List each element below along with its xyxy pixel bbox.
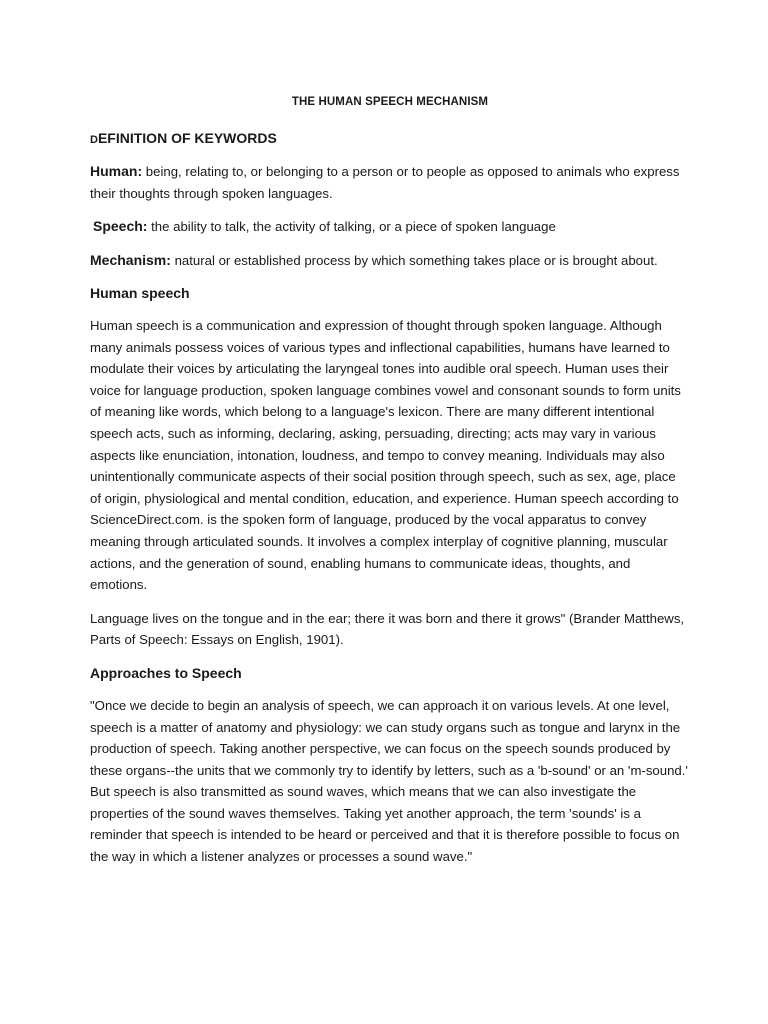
keywords-heading bbox=[90, 128, 690, 150]
definition-term: Human: bbox=[90, 163, 143, 179]
approaches-heading: Approaches to Speech bbox=[90, 664, 242, 681]
keywords-heading-initial: D bbox=[90, 134, 98, 146]
keywords-heading-rest: EFINITION OF KEYWORDS bbox=[97, 130, 277, 146]
definition-term: Mechanism: bbox=[90, 251, 171, 268]
definition-term: Speech: bbox=[93, 218, 148, 234]
approaches-paragraph: "Once we decide to begin an analysis of speech, we can approach it on various levels. At one level, speech is a matter of anatomy and physiology: we can study organs such as tongue and larynx in the production of speech. Taking another perspective, we can focus on the speech sounds produced by these organs--the units that we commonly try to identify by letters, such as a 'b-sound' or an 'm-sound.' But speech is also transmitted as sound waves, which means that we can also investigate the properties of the sound waves themselves. Taking yet another approach, the term 'sounds' is a reminder that speech is intended to be heard or perceived and that it is therefore possible to focus on the way in which a listener analyzes or processes a sound wave." bbox=[90, 697, 688, 865]
quote-paragraph: Language lives on the tongue and in the ear; there it was born and there it grows" (Brander Matthews, Parts of Speech: Essays on English, 1901). bbox=[90, 610, 685, 648]
human-speech-heading: Human speech bbox=[90, 285, 190, 301]
definition-text: being, relating to, or belonging to a person or to people as opposed to animals who express their thoughts through spoken languages. bbox=[90, 164, 680, 201]
human-speech-paragraph: Human speech is a communication and expression of thought through spoken language. Although many animals possess voices of various types and inflectional capabilities, humans have learned to modulate their voices by articulating the laryngeal tones into audible oral speech. Human uses their voice for language production, spoken language combines vowel and consonant sounds to form units of meaning like words, which belong to a language's lexicon. There are many different intentional speech acts, such as informing, declaring, asking, persuading, directing; acts may vary in various aspects like enunciation, intonation, loudness, and tempo to convey meaning. Individuals may also unintentionally communicate aspects of their social position through speech, such as sex, age, place of origin, physiological and mental condition, education, and experience. Human speech according to ScienceDirect.com. is the spoken form of language, produced by the vocal apparatus to convey meaning through articulated sounds. It involves a complex interplay of cognitive planning, muscular actions, and the generation of sound, enabling humans to communicate ideas, thoughts, and emotions. bbox=[90, 318, 681, 593]
document-body bbox=[90, 94, 690, 880]
definition-text: the ability to talk, the activity of talking, or a piece of spoken language bbox=[147, 219, 556, 234]
document-title: THE HUMAN SPEECH MECHANISM bbox=[291, 96, 489, 108]
definition-mechanism bbox=[90, 250, 690, 272]
definition-human bbox=[90, 161, 690, 204]
definition-speech bbox=[90, 216, 690, 238]
definition-text: natural or established process by which something takes place or is brought about. bbox=[170, 252, 658, 268]
